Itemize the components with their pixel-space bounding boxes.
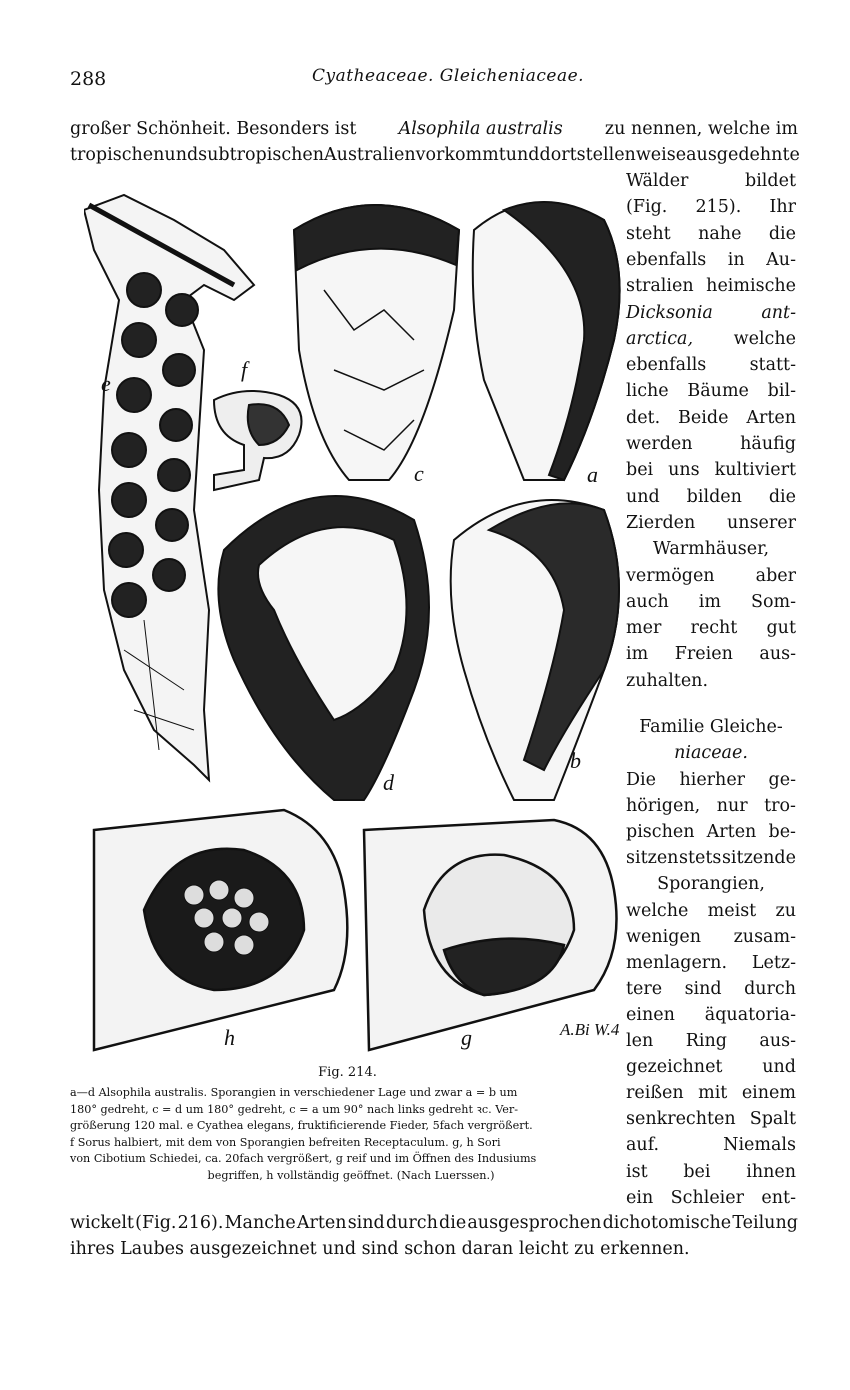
label-e: e (101, 371, 111, 396)
word: ein (626, 1187, 654, 1208)
word: werden (626, 434, 693, 454)
word: einem (741, 1083, 796, 1104)
body-line-1 (70, 116, 798, 142)
body-line-last-1 (70, 1210, 798, 1236)
column-line (626, 1054, 796, 1080)
sorus-g-drawing (364, 820, 620, 1050)
column-line: Sporangien, (657, 874, 765, 895)
word: hörigen, (626, 796, 701, 817)
figure-caption-title: Fig. 214. (318, 1065, 377, 1080)
word: wickelt (70, 1213, 134, 1233)
word: Manche (224, 1213, 296, 1233)
word: ebenfalls (626, 249, 707, 270)
word: Letz- (751, 952, 796, 973)
species-name: Dicksonia (626, 302, 713, 323)
word: dichotomische (602, 1213, 732, 1233)
word: subtropischen (198, 145, 325, 165)
column-line (626, 484, 796, 510)
column-line (626, 976, 796, 1002)
species-name: Alsophila australis (398, 119, 563, 139)
word: 216). (177, 1213, 224, 1233)
species-name: arctica, (626, 328, 694, 349)
section-heading-cont: niaceae. (674, 743, 748, 763)
label-a: a (587, 462, 598, 487)
column-line: zuhalten. (626, 670, 709, 691)
text-fragment: zu nennen, welche im (604, 119, 798, 139)
word: Teilung (732, 1213, 798, 1233)
word: ausgesprochen (467, 1213, 602, 1233)
word: Wälder (626, 171, 689, 191)
column-line (626, 924, 796, 950)
caption-line: 180° gedreht, c = d um 180° gedreht, c = a um 90° nach links gedreht ꝛc. Ver- (70, 1102, 519, 1116)
word: Som- (750, 591, 796, 612)
word: Zierden (626, 512, 696, 533)
word: die (768, 223, 796, 244)
word: bilden (686, 486, 742, 507)
word: len (626, 1031, 654, 1051)
word: gut (766, 618, 796, 639)
word: im (698, 591, 721, 612)
label-g: g (461, 1025, 472, 1050)
word: 215). (695, 197, 742, 218)
column-line (626, 793, 796, 819)
word: dort (539, 145, 577, 165)
column-line (626, 1106, 796, 1132)
word: gezeichnet (626, 1057, 723, 1078)
word: ausgedehnte (686, 145, 800, 165)
column-line (626, 641, 796, 667)
column-line (626, 1185, 796, 1211)
word: bil- (767, 381, 796, 402)
word: aber (755, 565, 796, 586)
column-line (626, 1159, 796, 1185)
word: sind (347, 1213, 385, 1233)
figure-caption (70, 1085, 632, 1184)
artist-signature: A.Bi W.4 (560, 1020, 620, 1039)
text-fragment: welche (733, 328, 796, 349)
column-line (626, 300, 796, 326)
word: nur (716, 796, 748, 817)
label-f: f (241, 357, 248, 382)
column-line (626, 563, 796, 589)
word: und (164, 145, 199, 165)
sporangium-c-drawing (294, 205, 459, 480)
word: uns (668, 460, 700, 481)
species-name: ant- (761, 302, 796, 323)
word: stets (679, 848, 722, 869)
column-line (626, 819, 796, 845)
word: be- (768, 822, 796, 843)
word: heimische (706, 276, 796, 297)
body-line-2 (70, 142, 798, 168)
word: Schleier (670, 1187, 744, 1208)
column-line (626, 767, 796, 793)
word: und (626, 486, 660, 507)
word: statt- (749, 355, 796, 376)
word: bildet (745, 171, 796, 191)
word: kultiviert (714, 460, 796, 481)
word: sind (684, 978, 722, 999)
word: Ring (685, 1031, 727, 1051)
column-line (626, 1028, 796, 1054)
column-line (626, 247, 796, 273)
word: mit (698, 1083, 728, 1104)
word: aus- (759, 1031, 796, 1051)
word: auf. (626, 1135, 660, 1156)
label-d: d (383, 770, 394, 795)
column-line (626, 510, 796, 536)
column-line (626, 845, 796, 871)
word: durch (744, 978, 796, 999)
column-line (626, 1132, 796, 1158)
page-number: 288 (70, 68, 107, 90)
label-b: b (570, 748, 581, 773)
word: ent- (761, 1187, 796, 1208)
word: recht (690, 618, 738, 639)
word: meist (707, 900, 757, 921)
word: welche (626, 900, 689, 921)
word: einen (626, 1004, 675, 1025)
word: steht (626, 223, 671, 244)
word: ebenfalls (626, 355, 707, 376)
word: in (727, 249, 745, 270)
word: pischen (626, 822, 695, 843)
word: Spalt (749, 1109, 796, 1130)
word: senkrechten (626, 1109, 736, 1130)
column-line (626, 457, 796, 483)
word: Arten (706, 822, 757, 843)
word: liche (626, 381, 669, 402)
text-fragment: großer Schönheit. Besonders ist (70, 119, 357, 139)
word: Australien (324, 145, 416, 165)
column-line (626, 326, 796, 352)
column-line (626, 221, 796, 247)
column-line (626, 194, 796, 220)
sorus-h-drawing (94, 810, 347, 1050)
caption-line: begriffen, h vollständig geöffnet. (Nach Luerssen.) (207, 1168, 495, 1182)
column-line (626, 898, 796, 924)
word: stralien (626, 276, 694, 297)
word: stellenweise (576, 145, 687, 165)
word: ist (626, 1161, 648, 1182)
word: ihnen (746, 1161, 796, 1182)
column-line (626, 589, 796, 615)
caption-line: größerung 120 mal. e Cyathea elegans, fruktificierende Fieder, 5fach vergrößert. (70, 1119, 533, 1132)
column-line (626, 168, 796, 194)
caption-line: von Cibotium Schiedei, ca. 20fach vergrößert, g reif und im Öffnen des Indusiums (70, 1152, 537, 1165)
word: Beide (678, 407, 729, 428)
column-line (626, 378, 796, 404)
body-line-last-2: ihres Laubes ausgezeichnet und sind schon daran leicht zu erkennen. (70, 1239, 690, 1259)
word: zu (775, 900, 796, 921)
word: Freien (674, 644, 733, 665)
word: unserer (727, 512, 796, 533)
figure-illustration (84, 190, 638, 1060)
word: und (505, 145, 540, 165)
word: zusam- (733, 926, 796, 947)
column-line (626, 1002, 796, 1028)
word: nahe (698, 223, 742, 244)
word: det. (626, 407, 661, 428)
word: durch (385, 1213, 438, 1233)
column-line: Warmhäuser, (652, 539, 770, 560)
word: Bäume (687, 381, 749, 402)
word: reißen (626, 1083, 684, 1104)
word: Die (626, 770, 656, 790)
column-line (626, 1080, 796, 1106)
column-line (626, 950, 796, 976)
word: die (768, 486, 796, 507)
word: sitzende (721, 848, 796, 869)
word: Arten (746, 407, 796, 428)
word: Au- (766, 249, 796, 270)
label-h: h (224, 1025, 235, 1050)
sporangium-b-drawing (451, 500, 619, 800)
word: häufig (740, 434, 796, 454)
running-title: Cyatheaceae. Gleicheniaceae. (312, 66, 585, 86)
word: tropischen (70, 145, 165, 165)
word: und (762, 1057, 796, 1078)
column-line (626, 615, 796, 641)
word: ge- (768, 770, 796, 790)
column-line (626, 273, 796, 299)
column-line (626, 431, 796, 457)
word: sitzen (626, 848, 679, 869)
word: (Fig. (135, 1213, 177, 1233)
word: tro- (764, 796, 796, 817)
sorus-halved-drawing (214, 391, 302, 490)
sporangium-d-drawing (218, 496, 429, 800)
word: Ihr (769, 197, 796, 218)
word: im (626, 644, 649, 665)
column-line (626, 352, 796, 378)
word: bei (683, 1161, 711, 1182)
word: hierher (679, 770, 746, 790)
word: vermögen (626, 565, 715, 586)
word: (Fig. (626, 197, 668, 218)
caption-line: f Sorus halbiert, mit dem von Sporangien befreiten Receptaculum. g, h Sori (70, 1135, 501, 1149)
word: Niemals (723, 1135, 796, 1156)
word: menlagern. (626, 952, 728, 973)
section-heading: Familie Gleiche- (639, 717, 783, 737)
label-c: c (414, 461, 424, 486)
word: die (439, 1213, 467, 1233)
column-line (626, 405, 796, 431)
word: wenigen (626, 926, 702, 947)
word: bei (626, 460, 654, 481)
sporangium-a-drawing (473, 202, 620, 480)
word: aus- (759, 644, 796, 665)
word: tere (626, 978, 663, 999)
word: mer (626, 618, 662, 639)
word: vorkommt (415, 145, 506, 165)
word: auch (626, 591, 669, 612)
word: Arten (296, 1213, 347, 1233)
word: äquatoria- (704, 1004, 796, 1025)
caption-line: a—d Alsophila australis. Sporangien in verschiedener Lage und zwar a = b um (70, 1086, 518, 1099)
